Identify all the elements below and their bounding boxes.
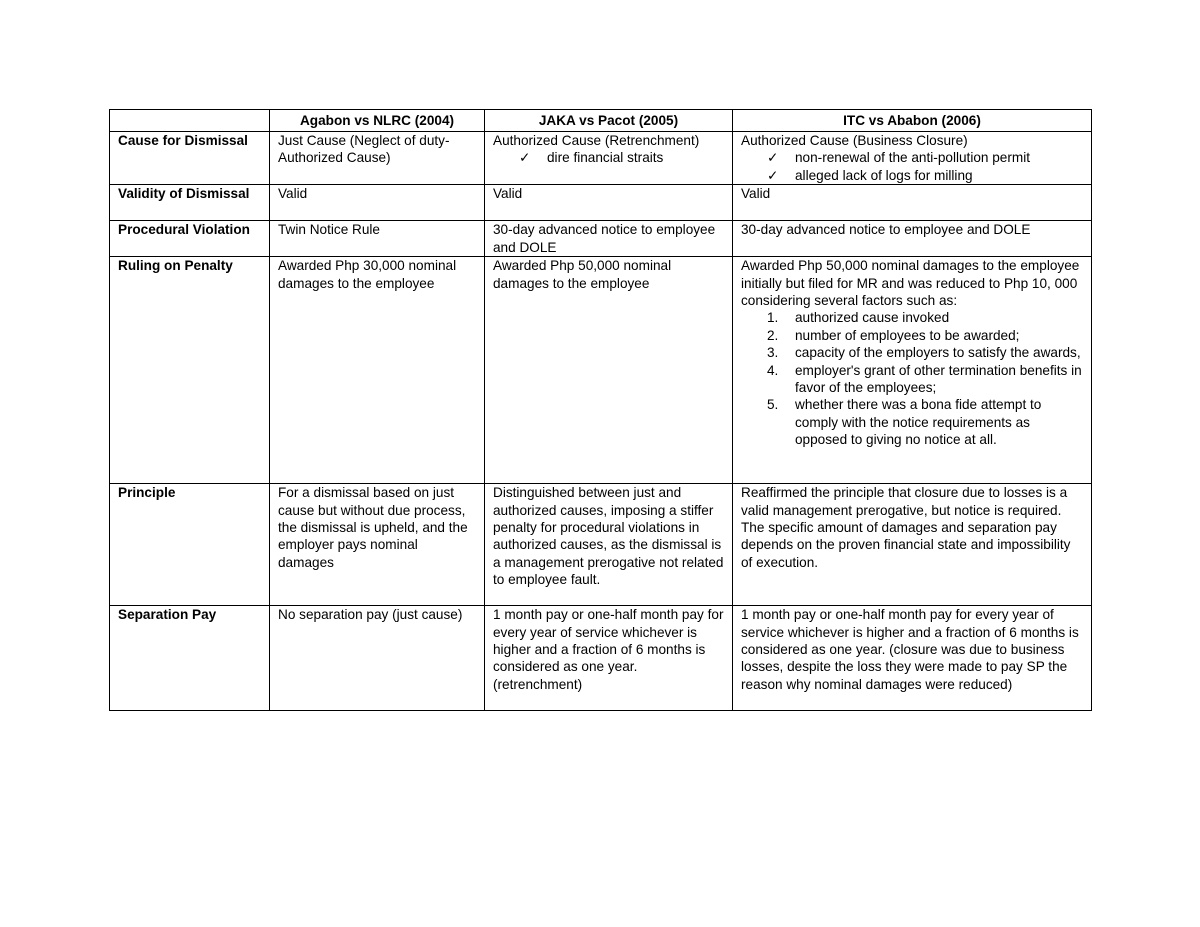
cell-validity-itc: Valid <box>733 185 1092 221</box>
row-label-principle: Principle <box>110 484 270 606</box>
cell-separation-jaka: 1 month pay or one-half month pay for every year of service whichever is higher and a fraction of 6 months is considered as one year. (retrenchment) <box>485 606 733 711</box>
cell-principle-jaka: Distinguished between just and authorized causes, imposing a stiffer penalty for procedural violations in authorized causes, as the dismissal is a management prerogative not related to employee fault. <box>485 484 733 606</box>
checkmark-icon: ✓ <box>767 150 779 166</box>
row-label-separation: Separation Pay <box>110 606 270 711</box>
cell-separation-itc: 1 month pay or one-half month pay for every year of service whichever is higher and a fraction of 6 months is considered as one year. (closure was due to business losses, despite the loss they were made to pay SP the reason why nominal damages were reduced) <box>733 606 1092 711</box>
table-row-procedural <box>110 221 1092 257</box>
header-row <box>110 110 1092 132</box>
comparison-table <box>109 109 1092 711</box>
list-item: 4. employer's grant of other termination benefits in favor of the employees; <box>767 362 1082 396</box>
row-label-validity: Validity of Dismissal <box>110 185 270 221</box>
factor-list <box>741 309 1083 448</box>
column-header-itc: ITC vs Ababon (2006) <box>733 110 1092 132</box>
cell-validity-jaka: Valid <box>485 185 733 221</box>
row-label-penalty: Ruling on Penalty <box>110 257 270 484</box>
list-item: ✓ alleged lack of logs for milling <box>767 167 973 183</box>
cell-separation-agabon: No separation pay (just cause) <box>270 606 485 711</box>
list-item: 3. capacity of the employers to satisfy the awards, <box>767 345 1081 361</box>
cell-procedural-jaka: 30-day advanced notice to employee and DOLE <box>485 221 733 257</box>
cell-procedural-itc: 30-day advanced notice to employee and DOLE <box>733 221 1092 257</box>
list-item: 5. whether there was a bona fide attempt to comply with the notice requirements as opposed to giving no notice at all. <box>767 397 1042 448</box>
cell-validity-agabon: Valid <box>270 185 485 221</box>
cell-procedural-agabon: Twin Notice Rule <box>270 221 485 257</box>
corner-cell <box>110 110 270 132</box>
list-item: ✓ dire financial straits <box>519 150 664 166</box>
cell-penalty-agabon: Awarded Php 30,000 nominal damages to the employee <box>270 257 485 484</box>
penalty-itc-text: Awarded Php 50,000 nominal damages to the employee initially but filed for MR and was reduced to Php 10, 000 considering several factors such as: <box>741 258 1080 309</box>
row-label-procedural: Procedural Violation <box>110 221 270 257</box>
list-item: 2. number of employees to be awarded; <box>767 327 1020 343</box>
cell-penalty-jaka: Awarded Php 50,000 nominal damages to the employee <box>485 257 733 484</box>
table-row-penalty <box>110 257 1092 484</box>
cell-principle-itc: Reaffirmed the principle that closure due to losses is a valid management prerogative, but notice is required. The specific amount of damages and separation pay depends on the proven financial state and impossibility of execution. <box>733 484 1092 606</box>
table-row-validity <box>110 185 1092 221</box>
list-item: ✓ non-renewal of the anti-pollution permit <box>767 150 1031 166</box>
checklist <box>741 149 1083 184</box>
cell-cause-agabon: Just Cause (Neglect of duty-Authorized Cause) <box>270 132 485 185</box>
cell-cause-jaka <box>485 132 733 185</box>
cell-cause-itc <box>733 132 1092 185</box>
column-header-agabon: Agabon vs NLRC (2004) <box>270 110 485 132</box>
table-row-separation <box>110 606 1092 711</box>
cause-jaka-text: Authorized Cause (Retrenchment) <box>493 133 700 148</box>
table-row-cause <box>110 132 1092 185</box>
cause-itc-text: Authorized Cause (Business Closure) <box>741 133 968 148</box>
table-row-principle <box>110 484 1092 606</box>
checklist <box>493 149 724 166</box>
checkmark-icon: ✓ <box>519 150 531 166</box>
cell-principle-agabon: For a dismissal based on just cause but without due process, the dismissal is upheld, and the employer pays nominal damages <box>270 484 485 606</box>
cell-penalty-itc <box>733 257 1092 484</box>
list-item: 1. authorized cause invoked <box>767 310 950 326</box>
checkmark-icon: ✓ <box>767 167 779 183</box>
row-label-cause: Cause for Dismissal <box>110 132 270 185</box>
column-header-jaka: JAKA vs Pacot (2005) <box>485 110 733 132</box>
